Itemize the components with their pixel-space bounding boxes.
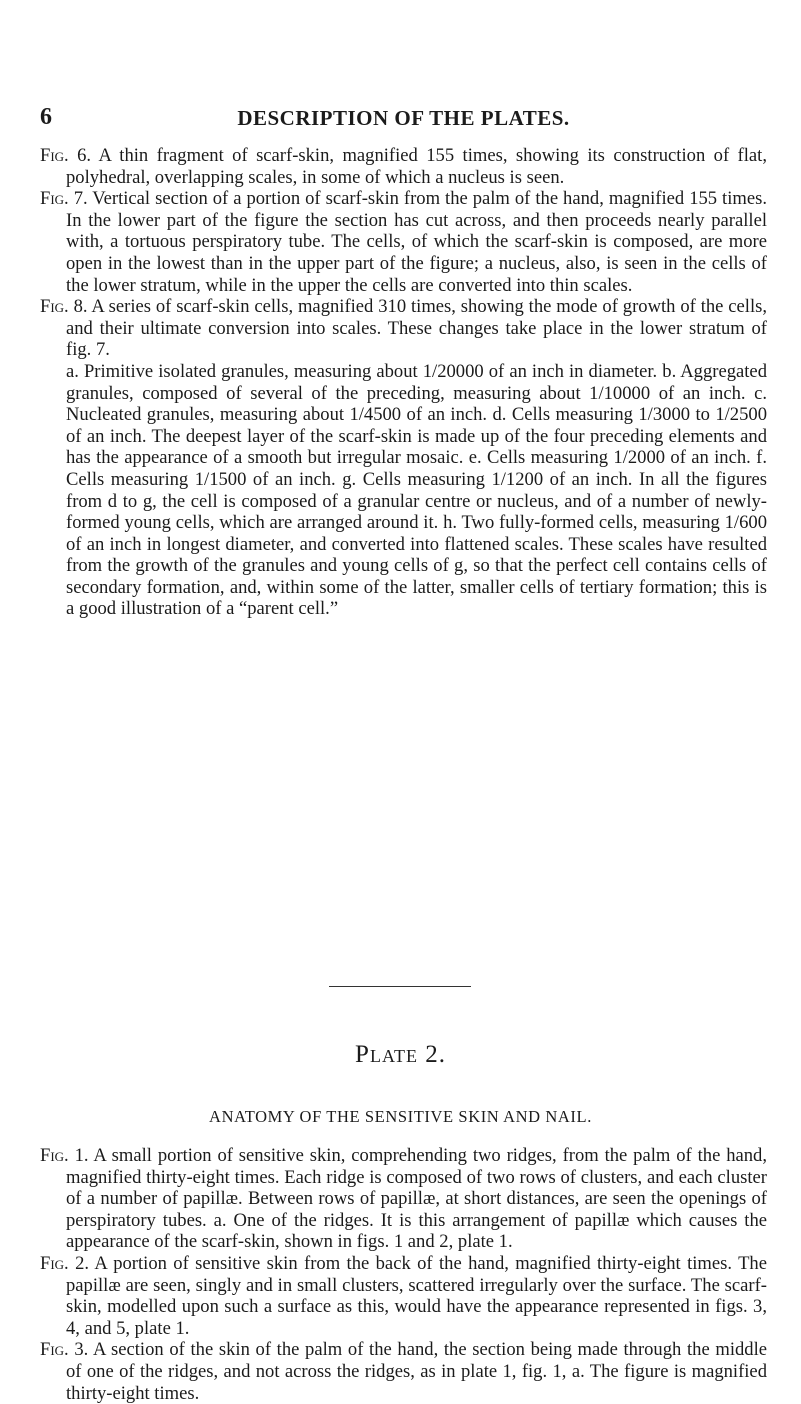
fig-8-detail: a. Primitive isolated granules, measuring about 1/20000 of an inch in diameter. b. Aggregated granules, composed of several of the preceding, measuring about 1/10000 of an inch. c. Nucleated granules, measuring about 1/4500 of an inch. d. Cells measuring 1/3000 to 1/2500 of an inch. The deepest layer of the scarf-skin is made up of the four preceding elements and has the appearance of a smooth but irregular mosaic. e. Cells measuring 1/2000 of an inch. f. Cells measuring 1/1500 of an inch. g. Cells measuring 1/1200 of an inch. In all the figures from d to g, the cell is composed of a granular centre or nucleus, and of a number of newly-formed young cells, which are arranged around it. h. Two fully-formed cells, measuring 1/600 of an inch in longest diameter, and converted into flattened scales. These scales have resulted from the growth of the granules and young cells of g, so that the perfect cell contains cells of secondary formation, and, within some of the latter, smaller cells of tertiary formation; this is a good illustration of a “parent cell.” [66,360,767,620]
fig-label: Fig. 3. [40,1339,89,1361]
plate-2-descriptions [40,1145,767,1404]
running-head [40,104,767,134]
plate-2-fig-2-entry [40,1253,767,1339]
fig-text: Vertical section of a portion of scarf-skin from the palm of the hand, magnified 155 times. In the lower part of the figure the section has cut across, and then proceeds nearly parallel with, a tortuous perspiratory tube. The cells, of which the scarf-skin is composed, are more open in the lowest than in the upper part of the figure; a nucleus, also, is seen in the cells of the lower stratum, while in the upper the cells are converted into thin scales. [66,188,767,296]
plate-2-fig-1-entry [40,1145,767,1253]
fig-label: Fig. 1. [40,1145,89,1166]
fig-label: Fig. 2. [40,1252,90,1274]
fig-text: A small portion of sensitive skin, comprehending two ridges, from the palm of the hand, magnified thirty-eight times. Each ridge is composed of two rows of clusters, and each cluster of a number of papillæ. Between rows of papillæ, at short distances, are seen the openings of perspiratory tubes. a. One of the ridges. It is this arrangement of papillæ which causes the appearance of the scarf-skin, shown in figs. 1 and 2, plate 1. [66,1145,768,1253]
fig-8-entry [40,296,767,361]
fig-text: A thin fragment of scarf-skin, magnified 155 times, showing its construction of flat, polyhedral, overlapping scales, in some of which a nucleus is seen. [66,145,767,188]
plate-heading: Plate 2. [355,1041,446,1068]
fig-text: A section of the skin of the palm of the hand, the section being made through the middle of one of the ridges, and not across the ridges, as in plate 1, fig. 1, a. The figure is magnified thirty-eight times. [66,1339,767,1404]
page-number: 6 [40,104,52,130]
fig-7-entry [40,188,767,296]
fig-6-entry [40,145,767,188]
section-divider [329,986,471,987]
fig-text: A series of scarf-skin cells, magnified 310 times, showing the mode of growth of the cells, and their ultimate conversion into scales. These changes take place in the lower stratum of fig. 7. [66,296,767,361]
fig-label: Fig. 6. [40,145,92,166]
section-heading: ANATOMY OF THE SENSITIVE SKIN AND NAIL. [209,1107,592,1126]
fig-label: Fig. 7. [40,188,88,210]
fig-label: Fig. 8. [40,296,88,318]
running-title: DESCRIPTION OF THE PLATES. [237,106,570,130]
plate-1-descriptions [40,145,767,620]
plate-2-fig-3-entry [40,1339,767,1404]
fig-text: A portion of sensitive skin from the back of the hand, magnified thirty-eight times. The papillæ are seen, singly and in small clusters, scattered irregularly over the surface. The scarf-skin, modelled upon such a surface as this, would have the appearance represented in figs. 3, 4, and 5, plate 1. [66,1252,767,1339]
